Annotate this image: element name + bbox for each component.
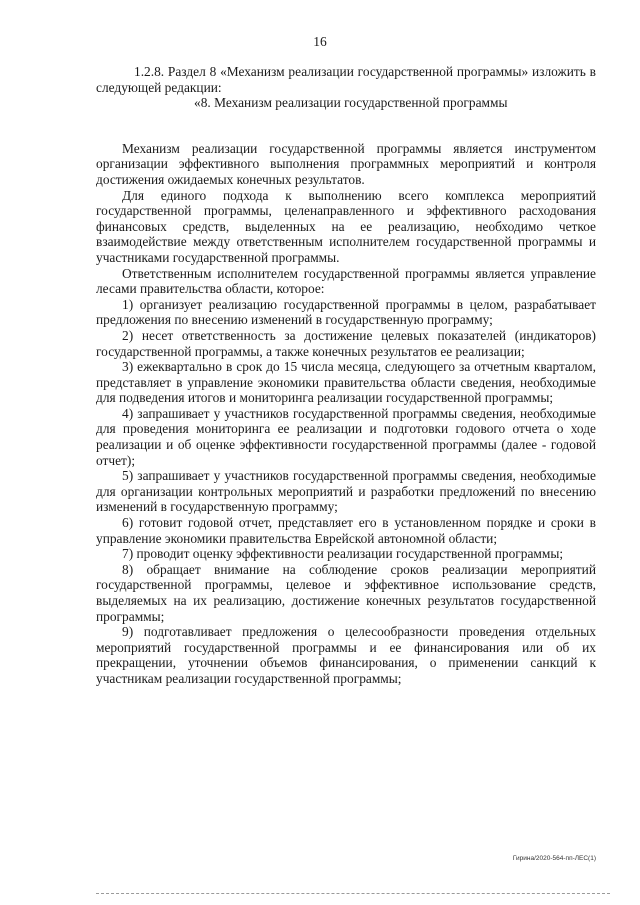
page-bottom-divider [96,893,610,894]
list-item-5: 5) запрашивает у участников государственной программы сведения, необходимые для организации контрольных мероприятий и разработки предложений по внесению изменений в государственную программу; [96,468,596,515]
paragraph-unified-approach: Для единого подхода к выполнению всего комплекса мероприятий государственной программы, целенаправленного и эффективного расходования финансовых средств, выделенных на ее реализацию, необходимо четкое взаимодействие между ответственным исполнителем государственной программы и участниками государственной программы. [96,187,596,265]
list-item-9: 9) подготавливает предложения о целесообразности проведения отдельных мероприятий государственной программы и ее финансирования или об их прекращении, уточнении объемов финансирования, о применении санкций к участникам реализации государственной программы; [96,624,596,686]
list-item-1: 1) организует реализацию государственной программы в целом, разрабатывает предложения по внесению изменений в государственную программу; [96,296,596,328]
document-body [96,64,596,687]
list-item-7: 7) проводит оценку эффективности реализации государственной программы; [122,546,564,562]
list-item-6: 6) готовит годовой отчет, представляет его в установленном порядке и сроки в управление экономики правительства Еврейской автономной области; [96,515,596,546]
section-title: «8. Механизм реализации государственной программы [194,95,508,111]
list-item-8: 8) обращает внимание на соблюдение сроков реализации мероприятий государственной программы, целевое и эффективное использование средств, выделяемых на их реализацию, достижение конечных результатов государственной программы; [96,561,596,624]
list-item-2: 2) несет ответственность за достижение целевых показателей (индикаторов) государственной программы, а также конечных результатов ее реализации; [96,327,596,359]
list-item-4: 4) запрашивает у участников государственной программы сведения, необходимые для проведения мониторинга ее реализации и подготовки годового отчета о ходе реализации и об оценке эффективности государственной программы (далее - годовой отчет); [96,405,596,468]
list-item-3: 3) ежеквартально в срок до 15 числа месяца, следующего за отчетным кварталом, представляет в управление экономики правительства области сведения, необходимые для подведения итогов и мониторинга реализации государственной программы; [96,359,596,406]
amendment-heading: 1.2.8. Раздел 8 «Механизм реализации государственной программы» изложить в следующей редакции: [96,64,596,95]
paragraph-responsible-executor: Ответственным исполнителем государственной программы является управление лесами правительства области, которое: [96,265,596,297]
paragraph-mechanism-definition: Механизм реализации государственной программы является инструментом организации эффективного выполнения программных мероприятий и контроля достижения ожидаемых конечных результатов. [96,140,596,187]
document-id: Гирина/2020-564-пп-ЛЕС(1) [512,855,596,862]
page-number: 16 [313,34,327,49]
